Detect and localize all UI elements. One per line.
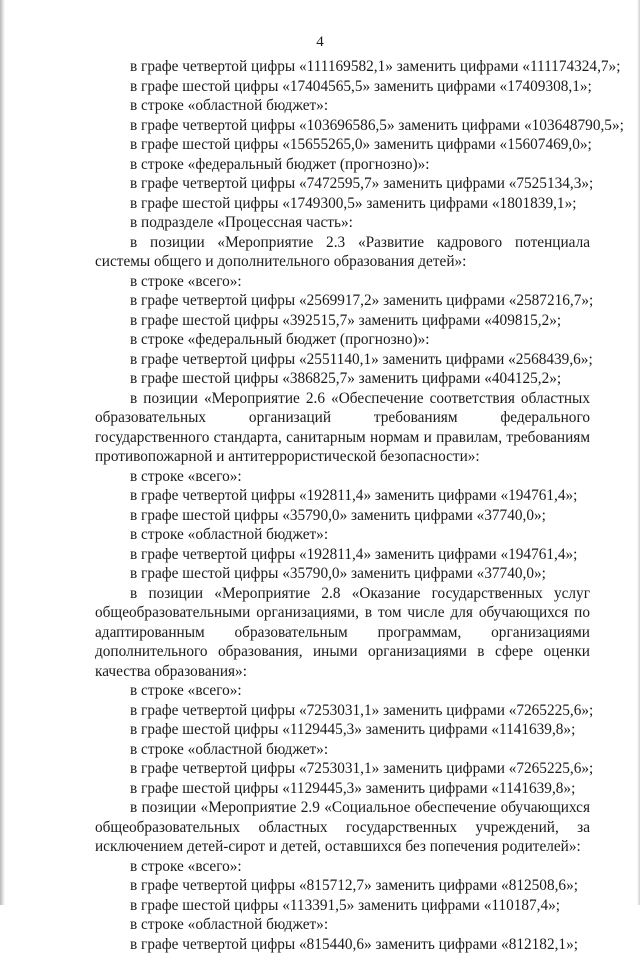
amendment-line: в графе четвертой цифры «7472595,7» заменить цифрами «7525134,3»; (95, 174, 590, 194)
section-heading: в подразделе «Процессная часть»: (95, 213, 590, 233)
row-heading: в строке «областной бюджет»: (95, 96, 590, 116)
amendment-line: в графе шестой цифры «1749300,5» заменить цифрами «1801839,1»; (95, 194, 590, 214)
amendment-line: в графе четвертой цифры «815712,7» заменить цифрами «812508,6»; (95, 876, 590, 896)
row-heading: в строке «всего»: (95, 272, 590, 292)
amendment-line: в графе четвертой цифры «103696586,5» заменить цифрами «103648790,5»; (95, 116, 590, 136)
amendment-line: в графе шестой цифры «386825,7» заменить цифрами «404125,2»; (95, 369, 590, 389)
scan-edge-left (0, 0, 5, 905)
amendment-line: в графе четвертой цифры «192811,4» заменить цифрами «194761,4»; (95, 486, 590, 506)
row-heading: в строке «областной бюджет»: (95, 915, 590, 935)
amendment-line: в графе четвертой цифры «7253031,1» заменить цифрами «7265225,6»; (95, 759, 590, 779)
position-heading: в позиции «Мероприятие 2.6 «Обеспечение соответствия областных образовательных организаций требованиям федерального государственного стандарта, санитарным нормам и правилам, требованиям противопожарной и антитеррористической безопасности»: (95, 389, 590, 467)
row-heading: в строке «областной бюджет»: (95, 740, 590, 760)
amendment-line: в графе шестой цифры «1129445,3» заменить цифрами «1141639,8»; (95, 720, 590, 740)
amendment-line: в графе четвертой цифры «2569917,2» заменить цифрами «2587216,7»; (95, 291, 590, 311)
row-heading: в строке «федеральный бюджет (прогнозно)»: (95, 330, 590, 350)
amendment-line: в графе четвертой цифры «7253031,1» заменить цифрами «7265225,6»; (95, 701, 590, 721)
amendment-line: в графе шестой цифры «1129445,3» заменить цифрами «1141639,8»; (95, 779, 590, 799)
amendment-line: в графе четвертой цифры «192811,4» заменить цифрами «194761,4»; (95, 545, 590, 565)
amendment-line: в графе шестой цифры «113391,5» заменить цифрами «110187,4»; (95, 896, 590, 916)
document-body (95, 57, 590, 954)
row-heading: в строке «областной бюджет»: (95, 525, 590, 545)
amendment-line: в графе шестой цифры «392515,7» заменить цифрами «409815,2»; (95, 311, 590, 331)
row-heading: в строке «федеральный бюджет (прогнозно)»: (95, 155, 590, 175)
position-heading: в позиции «Мероприятие 2.8 «Оказание государственных услуг общеобразовательными организациями, в том числе для обучающихся по адаптированным образовательным программам, организациями дополнительного образования, иными организациями в сфере оценки качества образования»: (95, 584, 590, 682)
amendment-line: в графе четвертой цифры «111169582,1» заменить цифрами «111174324,7»; (95, 57, 590, 77)
amendment-line: в графе шестой цифры «35790,0» заменить цифрами «37740,0»; (95, 506, 590, 526)
row-heading: в строке «всего»: (95, 681, 590, 701)
row-heading: в строке «всего»: (95, 467, 590, 487)
position-heading: в позиции «Мероприятие 2.3 «Развитие кадрового потенциала системы общего и дополнительного образования детей»: (95, 233, 590, 272)
amendment-line: в графе четвертой цифры «815440,6» заменить цифрами «812182,1»; (95, 935, 590, 954)
amendment-line: в графе шестой цифры «17404565,5» заменить цифрами «17409308,1»; (95, 77, 590, 97)
amendment-line: в графе шестой цифры «35790,0» заменить цифрами «37740,0»; (95, 564, 590, 584)
amendment-line: в графе шестой цифры «15655265,0» заменить цифрами «15607469,0»; (95, 135, 590, 155)
amendment-line: в графе четвертой цифры «2551140,1» заменить цифрами «2568439,6»; (95, 350, 590, 370)
position-heading: в позиции «Мероприятие 2.9 «Социальное обеспечение обучающихся общеобразовательных областных государственных учреждений, за исключением детей-сирот и детей, оставшихся без попечения родителей»: (95, 798, 590, 857)
page-number: 4 (0, 34, 640, 51)
row-heading: в строке «всего»: (95, 857, 590, 877)
